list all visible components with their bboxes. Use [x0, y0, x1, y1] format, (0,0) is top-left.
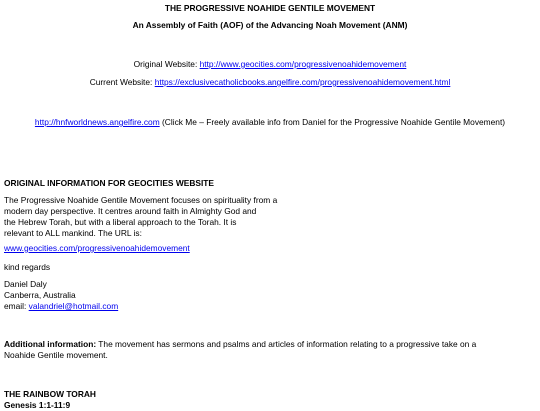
additional-info	[4, 339, 524, 361]
additional-info-text: The movement has sermons and psalms and articles of information relating to a progressive take on a	[96, 339, 477, 349]
body-line: modern day perspective. It centres around faith in Almighty God and	[4, 206, 257, 216]
original-info-body	[4, 195, 524, 239]
original-info-heading: ORIGINAL INFORMATION FOR GEOCITIES WEBSITE	[4, 178, 214, 188]
body-line: The Progressive Noahide Gentile Movement focuses on spirituality from a	[4, 195, 278, 205]
author-name: Daniel Daly	[4, 279, 47, 289]
hnf-worldnews-link[interactable]: http://hnfworldnews.angelfire.com	[34, 117, 160, 127]
geocities-url-line	[4, 243, 524, 254]
additional-info-label: Additional information:	[4, 339, 97, 349]
body-line: the Hebrew Torah, but with a liberal approach to the Torah. It is	[4, 217, 237, 227]
email-label: email:	[4, 301, 29, 311]
author-email-line	[4, 301, 524, 312]
email-link[interactable]: valandriel@hotmail.com	[28, 301, 119, 311]
current-website-link[interactable]: https://exclusivecatholicbooks.angelfire.com/progressivenoahidemovement.html	[154, 77, 451, 87]
page-title: THE PROGRESSIVE NOAHIDE GENTILE MOVEMENT	[164, 3, 376, 13]
original-website-label: Original Website:	[133, 59, 200, 69]
hnf-line	[0, 117, 540, 128]
additional-info-line: Noahide Gentile movement.	[4, 350, 108, 360]
current-website-line	[0, 77, 540, 88]
signature-block	[4, 279, 524, 312]
current-website-label: Current Website:	[89, 77, 155, 87]
page-subtitle: An Assembly of Faith (AOF) of the Advancing Noah Movement (ANM)	[132, 20, 408, 30]
body-line: relevant to ALL mankind. The URL is:	[4, 228, 142, 238]
additional-info-line	[4, 339, 524, 350]
hnf-description: (Click Me – Freely available info from Daniel for the Progressive Noahide Gentile Movement)	[159, 117, 506, 127]
original-website-line	[0, 59, 540, 70]
author-location: Canberra, Australia	[4, 290, 76, 300]
rainbow-torah-heading: THE RAINBOW TORAH	[4, 389, 96, 399]
rainbow-torah-sub: Genesis 1:1-11:9	[4, 400, 71, 410]
original-website-link[interactable]: http://www.geocities.com/progressivenoahidemovement	[199, 59, 407, 69]
kind-regards: kind regards	[4, 262, 51, 272]
geocities-url-link[interactable]: www.geocities.com/progressivenoahidemovement	[4, 243, 190, 253]
